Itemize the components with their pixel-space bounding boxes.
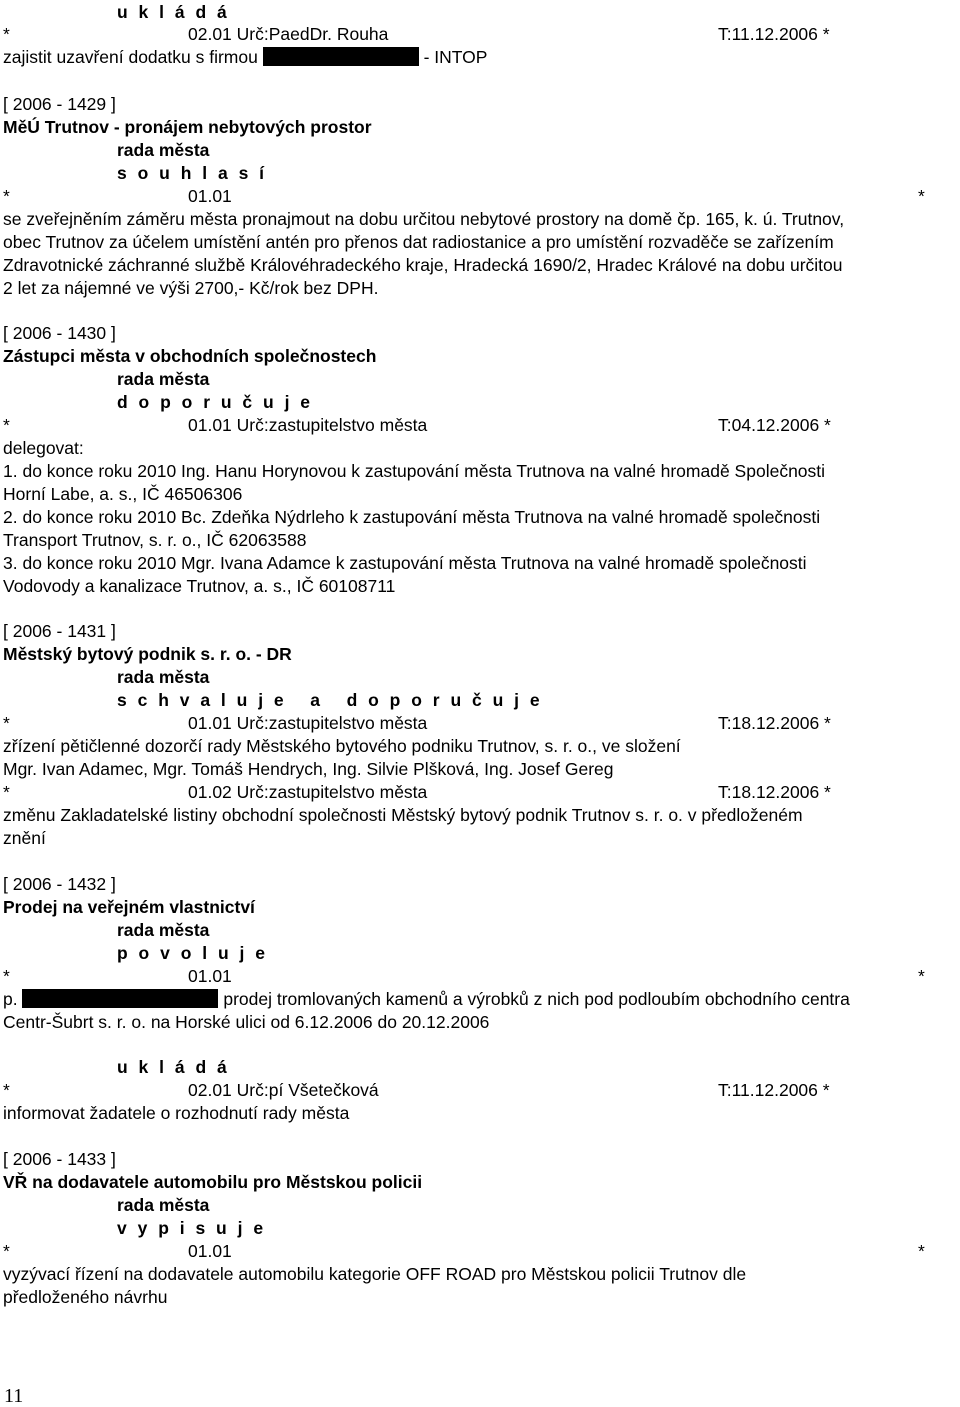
task-text: změnu Zakladatelské listiny obchodní společnosti Městský bytový podnik Trutnov s. r. o. v předloženém [3, 805, 803, 825]
resolution-title: Městský bytový podnik s. r. o. - DR [3, 644, 292, 664]
body-name: rada města [117, 667, 210, 687]
resolution-id: [ 2006 - 1433 ] [3, 1149, 116, 1169]
task-text: Zdravotnické záchranné službě Královéhradeckého kraje, Hradecká 1690/2, Hradec Králové na dobu určitou [3, 255, 843, 275]
page-number: 11 [4, 1385, 24, 1407]
task-code: 01.02 Urč:zastupitelstvo města [188, 782, 428, 802]
resolution-verb: v y p i s u j e [117, 1218, 267, 1238]
task-code: 02.01 Urč:pí Všetečková [188, 1080, 379, 1100]
task-end-star: * [918, 966, 925, 986]
resolution-id: [ 2006 - 1431 ] [3, 621, 116, 641]
task-deadline: T:11.12.2006 * [718, 1080, 830, 1100]
resolution-id: [ 2006 - 1429 ] [3, 94, 116, 114]
body-name: rada města [117, 920, 210, 940]
task-text: předloženého návrhu [3, 1287, 168, 1307]
body-name: rada města [117, 369, 210, 389]
task-text-prefix: p. [3, 989, 18, 1009]
task-text: 2 let za nájemné ve výši 2700,- Kč/rok bez DPH. [3, 278, 379, 298]
task-text-a: prodej tromlovaných kamenů a výrobků z nich pod podloubím obchodního centra [223, 989, 850, 1009]
resolution-verb: s c h v a l u j e a d o p o r u č u j e [117, 690, 543, 710]
task-text: obec Trutnov za účelem umístění antén pro přenos dat radiostanice a pro umístění rozvaděče se zařízením [3, 232, 834, 252]
resolution-verb: p o v o l u j e [117, 943, 268, 963]
task-text: 1. do konce roku 2010 Ing. Hanu Horynovou k zastupování města Trutnova na valné hromadě Společnosti [3, 461, 826, 481]
task-text: informovat žadatele o rozhodnutí rady města [3, 1103, 350, 1123]
task-code: 02.01 Urč:PaedDr. Rouha [188, 24, 389, 44]
body-name: rada města [117, 140, 210, 160]
resolution-verb: u k l á d á [117, 1057, 230, 1077]
resolution-verb: u k l á d á [117, 2, 230, 22]
task-text: vyzývací řízení na dodavatele automobilu kategorie OFF ROAD pro Městskou policii Trutnov dle [3, 1264, 747, 1284]
task-text: Centr-Šubrt s. r. o. na Horské ulici od 6.12.2006 do 20.12.2006 [3, 1012, 490, 1032]
task-star: * [3, 1241, 10, 1261]
task-text [3, 988, 850, 1010]
task-text-a: zajistit uzavření dodatku s firmou [3, 47, 258, 67]
task-star: * [3, 186, 10, 206]
task-star: * [3, 24, 10, 44]
task-text-b: - INTOP [423, 47, 488, 67]
body-name: rada města [117, 1195, 210, 1215]
task-deadline: T:18.12.2006 * [718, 713, 831, 733]
redaction-bar [263, 47, 419, 66]
resolution-id: [ 2006 - 1430 ] [3, 323, 116, 343]
task-code: 01.01 Urč:zastupitelstvo města [188, 713, 428, 733]
redaction-bar [22, 989, 218, 1008]
task-star: * [3, 713, 10, 733]
task-deadline: T:11.12.2006 * [718, 24, 830, 44]
task-deadline: T:04.12.2006 * [718, 415, 831, 435]
task-text [3, 46, 487, 68]
task-text: Mgr. Ivan Adamec, Mgr. Tomáš Hendrych, Ing. Silvie Plšková, Ing. Josef Gereg [3, 759, 614, 779]
task-text: Vodovody a kanalizace Trutnov, a. s., IČ 60108711 [3, 576, 396, 596]
task-end-star: * [918, 186, 925, 206]
task-code: 01.01 [188, 966, 232, 986]
resolution-id: [ 2006 - 1432 ] [3, 874, 116, 894]
task-text: zřízení pětičlenné dozorčí rady Městského bytového podniku Trutnov, s. r. o., ve složení [3, 736, 681, 756]
resolution-title: Prodej na veřejném vlastnictví [3, 897, 255, 917]
task-code: 01.01 [188, 186, 232, 206]
task-star: * [3, 782, 10, 802]
task-text: delegovat: [3, 438, 84, 458]
resolution-title: VŘ na dodavatele automobilu pro Městskou policii [3, 1172, 423, 1192]
resolution-title: Zástupci města v obchodních společnostech [3, 346, 377, 366]
task-text: znění [3, 828, 46, 848]
task-code: 01.01 [188, 1241, 232, 1261]
task-text: 3. do konce roku 2010 Mgr. Ivana Adamce k zastupování města Trutnova na valné hromadě společnosti [3, 553, 807, 573]
task-text: 2. do konce roku 2010 Bc. Zdeňka Nýdrleho k zastupování města Trutnova na valné hromadě společnosti [3, 507, 821, 527]
task-text: Transport Trutnov, s. r. o., IČ 62063588 [3, 530, 307, 550]
resolution-verb: s o u h l a s í [117, 163, 268, 183]
task-text: se zveřejněním záměru města pronajmout na dobu určitou nebytové prostory na domě čp. 165, k. ú. Trutnov, [3, 209, 845, 229]
task-star: * [3, 1080, 10, 1100]
task-deadline: T:18.12.2006 * [718, 782, 831, 802]
task-code: 01.01 Urč:zastupitelstvo města [188, 415, 428, 435]
resolution-verb: d o p o r u č u j e [117, 392, 314, 412]
task-text: Horní Labe, a. s., IČ 46506306 [3, 484, 243, 504]
task-end-star: * [918, 1241, 925, 1261]
resolution-title: MěÚ Trutnov - pronájem nebytových prostor [3, 117, 372, 137]
task-star: * [3, 966, 10, 986]
task-star: * [3, 415, 10, 435]
